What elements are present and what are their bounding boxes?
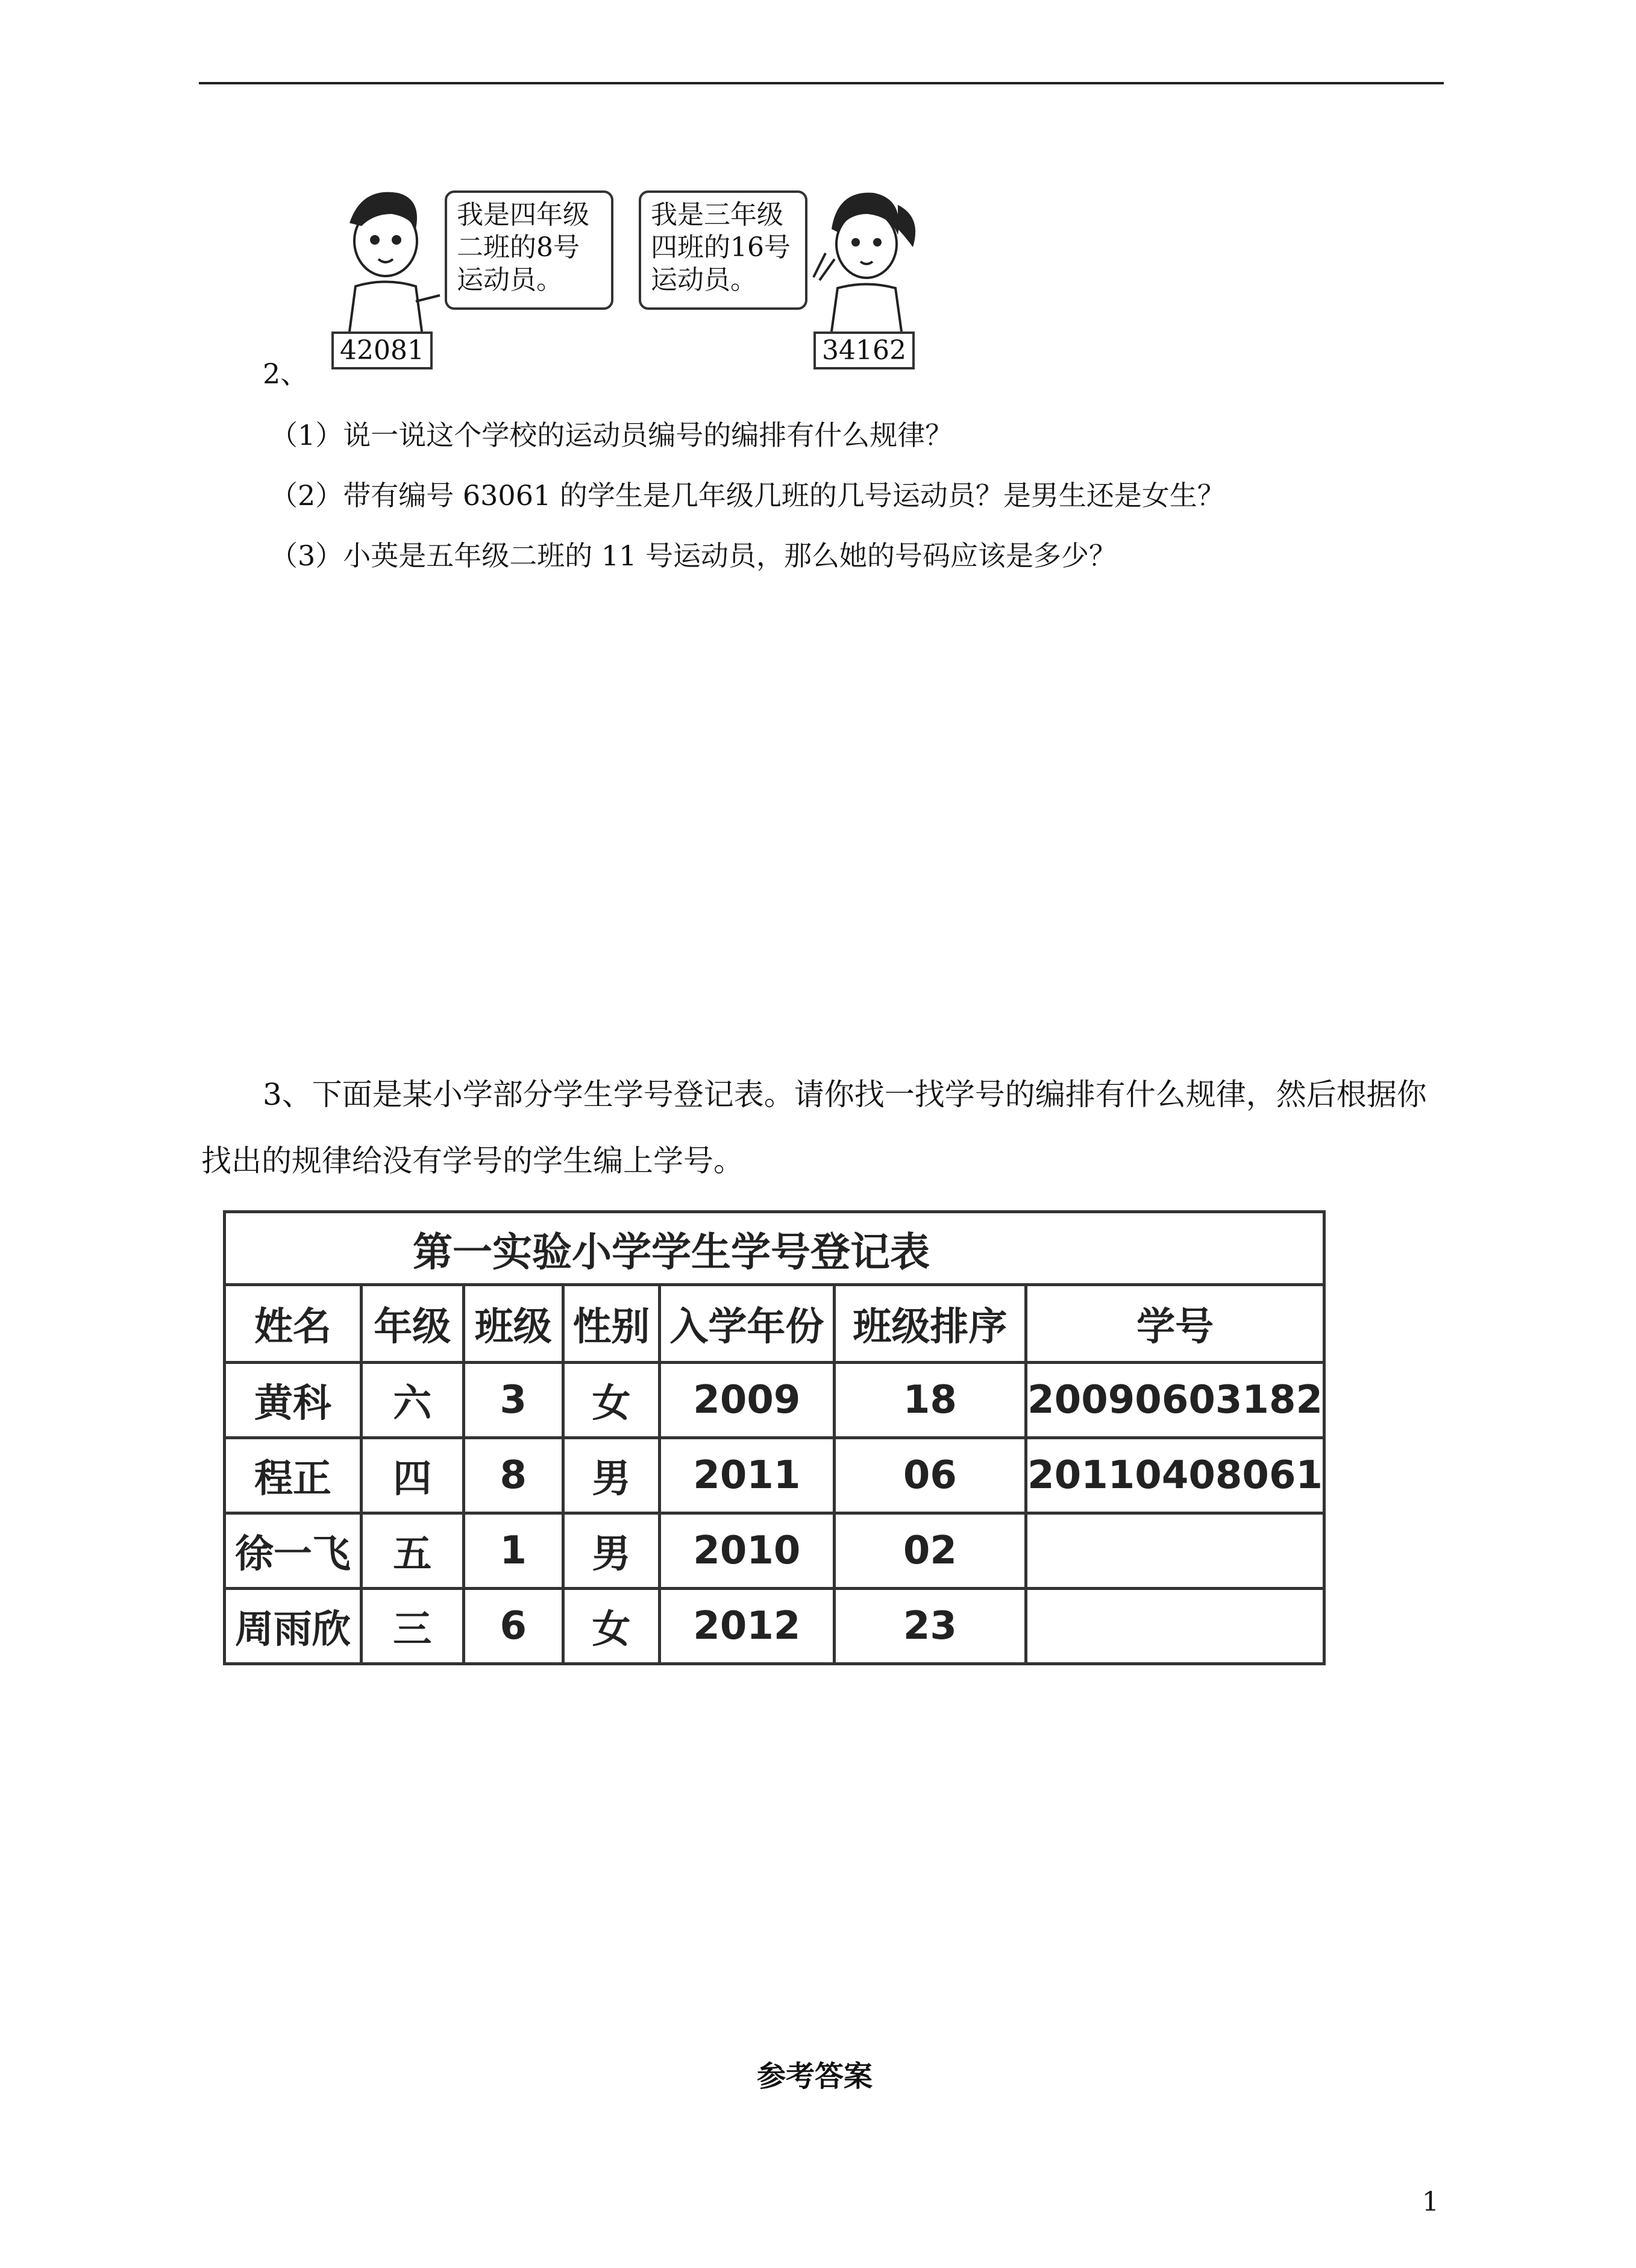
- cell-class: 8: [463, 1438, 563, 1513]
- boy-speech-bubble: 我是四年级 二班的8号 运动员。: [445, 190, 613, 310]
- header-enroll-year: 入学年份: [660, 1285, 835, 1363]
- cell-student-id: 20090603182: [1026, 1363, 1324, 1438]
- cell-class: 6: [463, 1589, 563, 1664]
- cell-class-rank: 23: [834, 1589, 1026, 1664]
- question-3-line2: 找出的规律给没有学号的学生编上学号。: [201, 1143, 744, 1178]
- header-gender: 性别: [563, 1285, 659, 1363]
- cell-enroll-year: 2011: [660, 1438, 835, 1513]
- student-id-register-table: [223, 1210, 1326, 1665]
- table-row: [225, 1589, 1324, 1664]
- cell-enroll-year: 2010: [660, 1513, 835, 1589]
- table-row: [225, 1438, 1324, 1513]
- cell-grade: 六: [361, 1363, 463, 1438]
- question-2-sub1: （1）说一说这个学校的运动员编号的编排有什么规律？: [270, 419, 953, 451]
- cell-class-rank: 06: [834, 1438, 1026, 1513]
- boy-figure: [325, 181, 446, 331]
- header-student-id: 学号: [1026, 1285, 1324, 1363]
- cell-class-rank: 02: [834, 1513, 1026, 1589]
- cell-name: 黄科: [225, 1363, 362, 1438]
- question-2-number: 2、: [263, 357, 309, 390]
- cell-grade: 四: [361, 1438, 463, 1513]
- header-name: 姓名: [225, 1285, 362, 1363]
- cell-student-id-blank[interactable]: [1026, 1513, 1324, 1589]
- cell-grade: 三: [361, 1589, 463, 1664]
- cell-student-id-blank[interactable]: [1026, 1589, 1324, 1664]
- cell-enroll-year: 2012: [660, 1589, 835, 1664]
- page-number: 1: [1422, 2187, 1439, 2217]
- question-3-line1: 3、下面是某小学部分学生学号登记表。请你找一找学号的编排有什么规律，然后根据你: [263, 1077, 1427, 1112]
- girl-number-tag: 34162: [813, 331, 915, 369]
- cell-gender: 女: [563, 1363, 659, 1438]
- girl-speech-bubble: 我是三年级 四班的16号 运动员。: [639, 190, 807, 310]
- answer-section-title: 参考答案: [757, 2059, 873, 2093]
- table-title: 第一实验小学学生学号登记表: [225, 1212, 1324, 1285]
- cell-class: 3: [463, 1363, 563, 1438]
- cell-gender: 男: [563, 1513, 659, 1589]
- athlete-illustration: [313, 181, 940, 374]
- girl-figure: [801, 181, 928, 331]
- header-class-rank: 班级排序: [834, 1285, 1026, 1363]
- cell-name: 徐一飞: [225, 1513, 362, 1589]
- cell-class: 1: [463, 1513, 563, 1589]
- boy-number-tag: 42081: [331, 331, 433, 369]
- cell-student-id: 20110408061: [1026, 1438, 1324, 1513]
- header-class: 班级: [463, 1285, 563, 1363]
- cell-name: 周雨欣: [225, 1589, 362, 1664]
- header-grade: 年级: [361, 1285, 463, 1363]
- table-row: [225, 1363, 1324, 1438]
- table-row: [225, 1513, 1324, 1589]
- header-rule: [199, 82, 1444, 84]
- question-2-sub2: （2）带有编号 63061 的学生是几年级几班的几号运动员？是男生还是女生？: [270, 479, 1225, 512]
- cell-grade: 五: [361, 1513, 463, 1589]
- question-2-sub3: （3）小英是五年级二班的 11 号运动员，那么她的号码应该是多少？: [270, 539, 1117, 572]
- cell-gender: 男: [563, 1438, 659, 1513]
- cell-gender: 女: [563, 1589, 659, 1664]
- table-header-row: [225, 1285, 1324, 1363]
- cell-class-rank: 18: [834, 1363, 1026, 1438]
- cell-enroll-year: 2009: [660, 1363, 835, 1438]
- cell-name: 程正: [225, 1438, 362, 1513]
